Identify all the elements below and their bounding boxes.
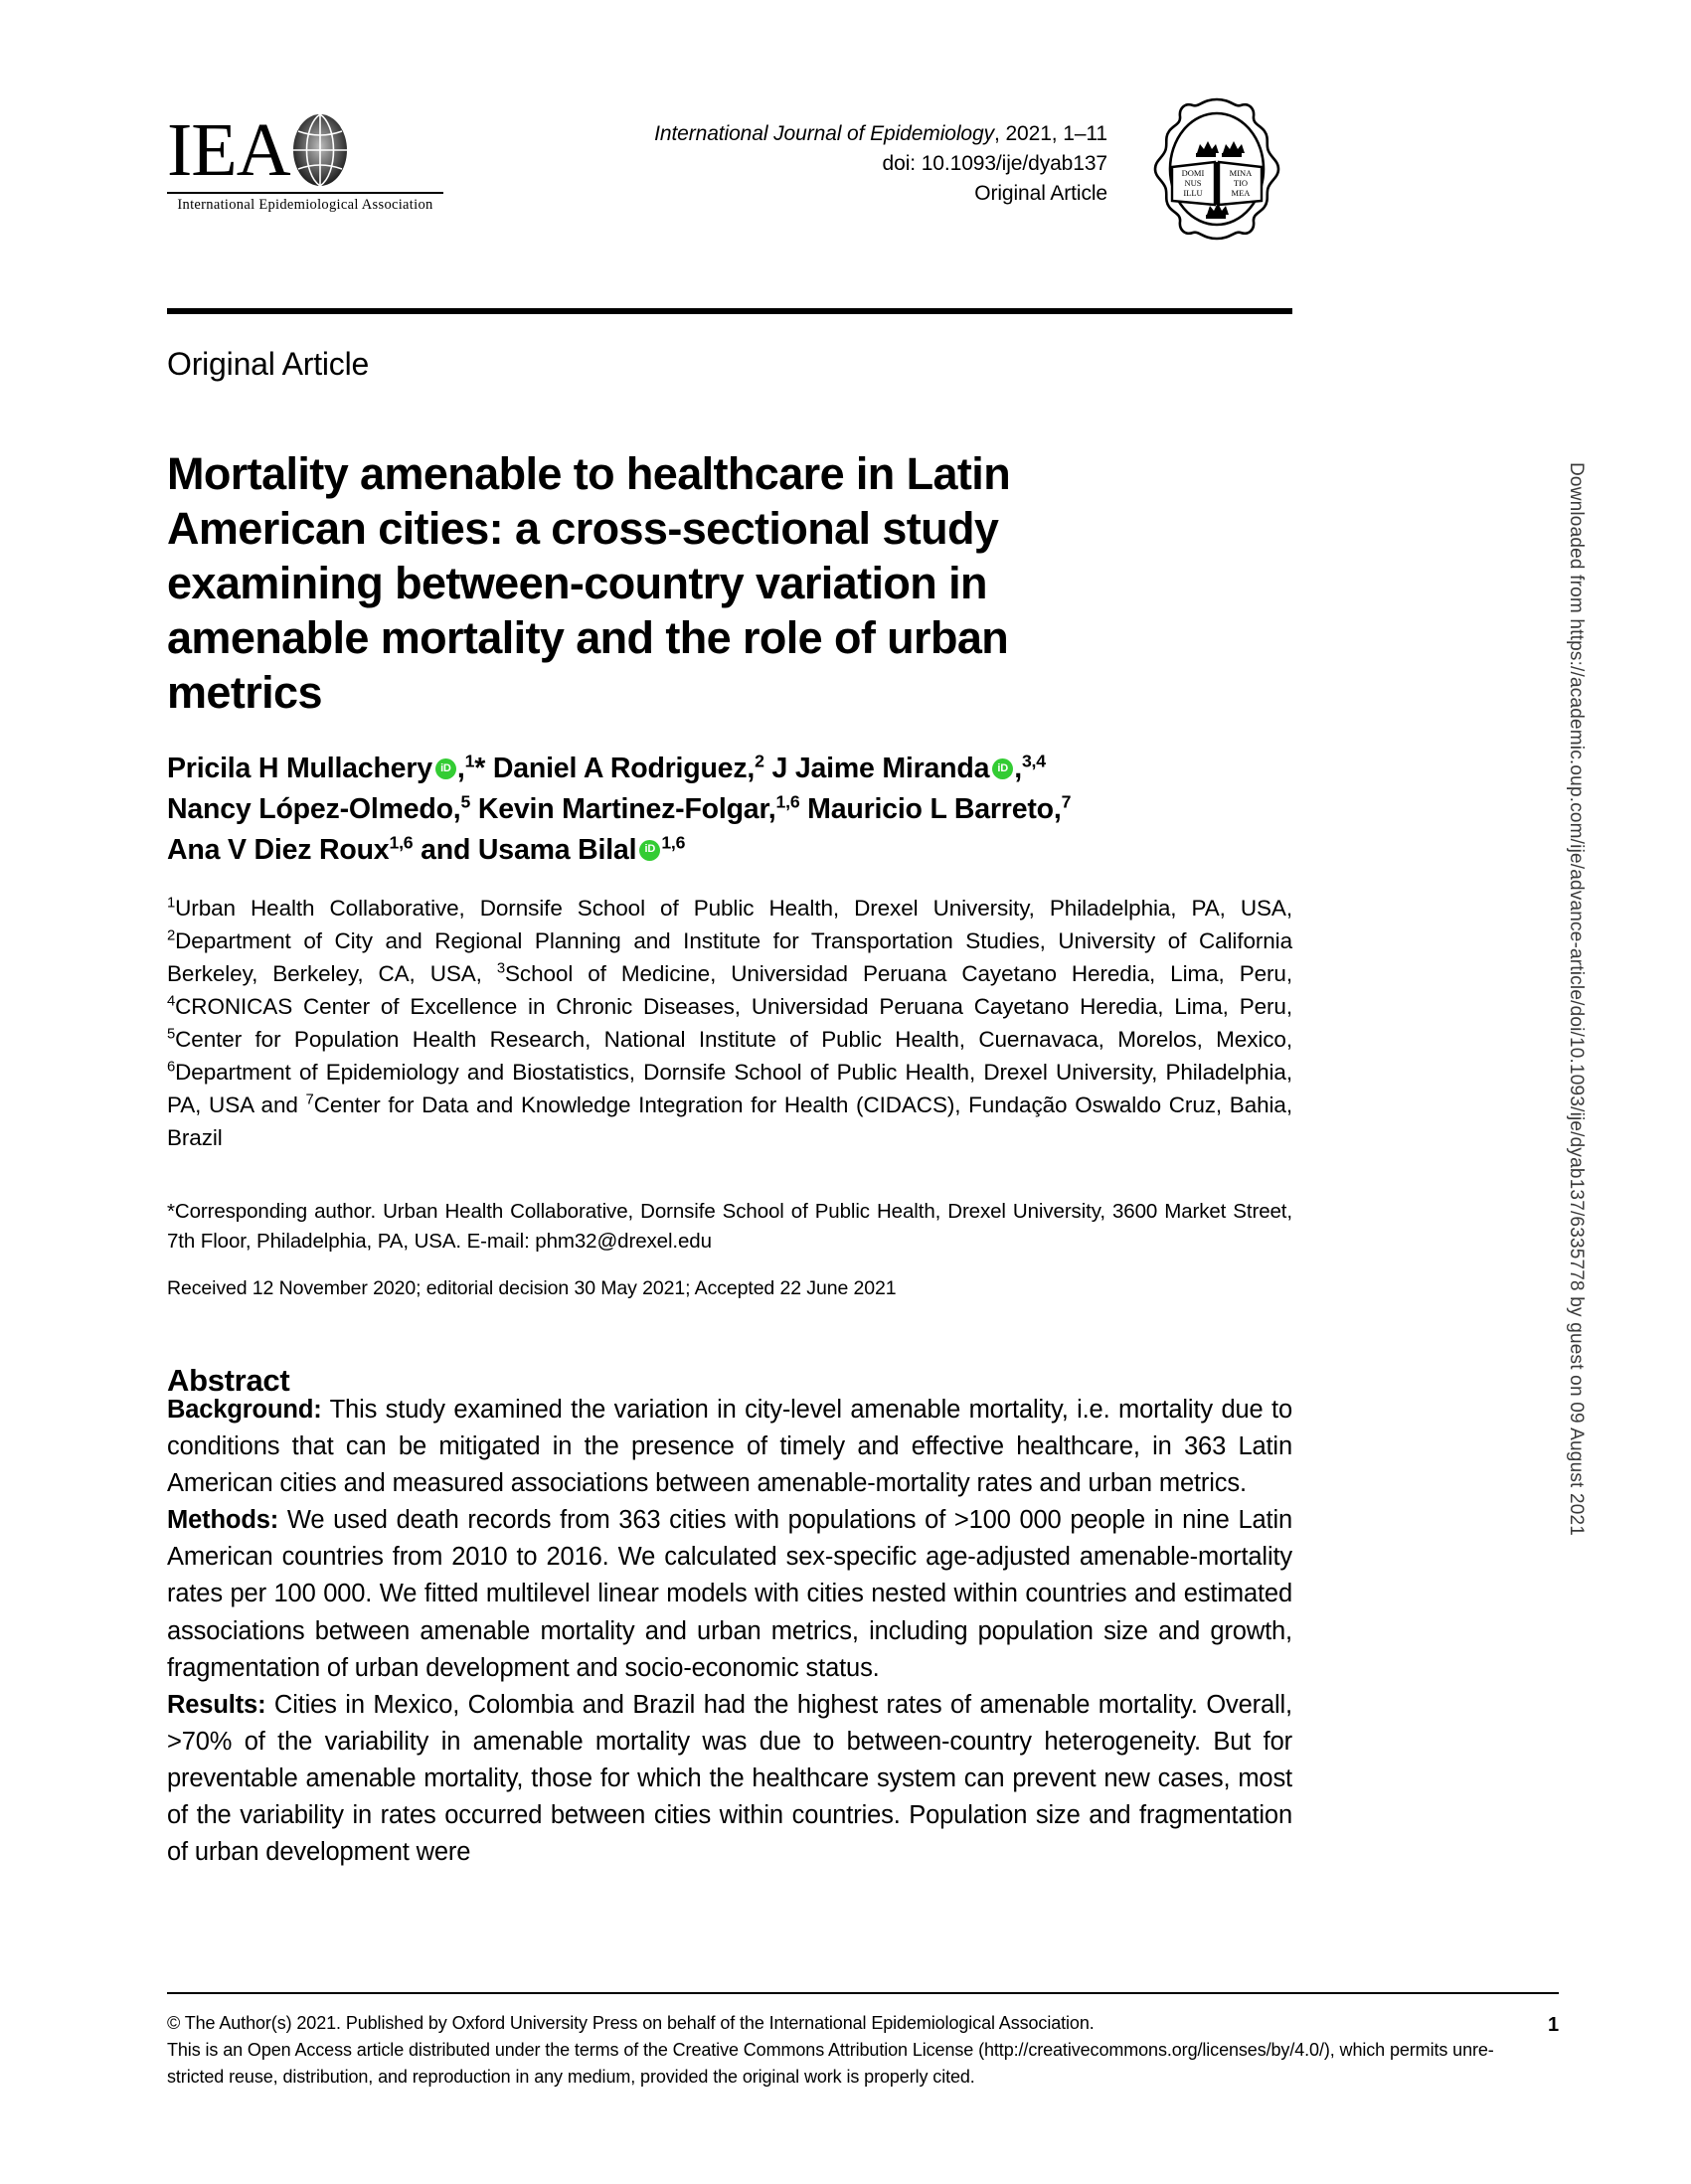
oup-crest-icon [1141,91,1292,243]
abstract-methods [167,1502,1292,1686]
abstract-background-text: This study examined the variation in city-level amenable mortality, i.e. mortality due to conditions that can be mitigated in the presence of timely and effective healthcare, in 363 Latin American cities and measured associations between amenable-mortality rates and urban metrics. [167,1396,1292,1498]
author-affiliation-marker: 2 [755,751,764,771]
affiliation-text: Center for Data and Knowledge Integration for Health (CIDACS), Fundação Oswaldo Cruz, Bahia, Brazil [167,1092,1292,1150]
journal-citation-line [654,119,1107,149]
abstract-background-label: Background: [167,1396,322,1424]
corresponding-text: Corresponding author. Urban Health Collaborative, Dornsife School of Public Health, Drexel University, 3600 Market Street, 7th Floor, Philadelphia, PA, USA. E-mail: phm32@drexel.edu [167,1200,1292,1254]
abstract-body [167,1392,1292,1871]
author-name: Kevin Martinez-Folgar, [470,792,776,825]
affiliation-number: 3 [496,960,506,977]
author-affiliation-marker: 3,4 [1021,751,1046,771]
footer-copyright-row [167,2010,1559,2037]
abstract-methods-label: Methods: [167,1506,279,1535]
abstract-results [167,1687,1292,1871]
article-kicker: Original Article [167,346,370,382]
affiliation-text: Urban Health Collaborative, Dornsife School of Public Health, Drexel University, Philadelphia, PA, USA, [175,896,1292,921]
corresponding-marker: * [167,1200,175,1223]
footer-license-line-2: stricted reuse, distribution, and reproduction in any medium, provided the original work is properly cited. [167,2067,975,2087]
corresponding-author-note [167,1197,1292,1257]
abstract-heading: Abstract [167,1362,290,1398]
journal-article-type: Original Article [974,181,1107,205]
author-name: J Jaime Miranda [763,753,990,784]
header-divider [167,308,1292,314]
affiliation-text: Department of City and Regional Planning and Institute for Transportation Studies, University of California Berkeley, Berkeley, CA, USA, [167,927,1292,986]
orcid-icon[interactable] [992,758,1013,779]
svg-text:ILLU: ILLU [1183,188,1203,198]
abstract-results-text: Cities in Mexico, Colombia and Brazil had the highest rates of amenable mortality. Overall, >70% of the variability in amenable mortality was due to between-country heterogeneity. But for preventable amenable mortality, those for which the healthcare system can prevent new cases, most of the variability in rates occurred between cities within countries. Population size and fragmentation of urban development were [167,1690,1292,1867]
footer-block [167,2010,1559,2091]
iea-logo-caption: International Epidemiological Association [177,197,433,213]
masthead [167,91,1292,241]
author-name: * Daniel A Rodriguez, [474,753,756,784]
svg-text:MEA: MEA [1231,188,1251,198]
iea-logo-letters: IEA [167,108,290,192]
author-name: Nancy López-Olmedo, [167,792,461,825]
journal-title: International Journal of Epidemiology [654,122,994,145]
author-name: Pricila H Mullachery [167,753,432,784]
iea-logo [167,108,455,214]
journal-info [654,119,1107,208]
footer-copyright: © The Author(s) 2021. Published by Oxford University Press on behalf of the International Epidemiological Association. [167,2013,1095,2033]
affiliation-text: CRONICAS Center of Excellence in Chronic Diseases, Universidad Peruana Cayetano Heredia, Lima, Peru, [175,993,1292,1019]
journal-volume-pages: , 2021, 1–11 [993,122,1107,145]
footer-divider [167,1992,1559,1994]
abstract-methods-text: We used death records from 363 cities with populations of >100 000 people in nine Latin American countries from 2010 to 2016. We calculated sex-specific age-adjusted amenable-mortality rates per 100 000. We fitted multilevel linear models with cities nested within countries and estimated associations between amenable mortality and urban metrics, including population size and growth, fragmentation of urban development and socio-economic status. [167,1506,1292,1682]
abstract-results-label: Results: [167,1690,266,1719]
affiliation-number: 7 [305,1092,314,1108]
affiliation-number: 5 [167,1026,176,1043]
svg-text:MINA: MINA [1229,168,1253,178]
abstract-background [167,1392,1292,1502]
logo-divider [167,192,443,194]
author-affiliation-marker: 1,6 [775,791,800,812]
affiliation-number: 2 [167,927,176,944]
download-stamp: Downloaded from https://academic.oup.com/ije/advance-article/doi/10.1093/ije/dyab137/6335778 by guest on 09 August 2021 [1566,462,1587,1537]
orcid-icon[interactable] [639,840,660,861]
affiliation-text: School of Medicine, Universidad Peruana Cayetano Heredia, Lima, Peru, [505,960,1292,986]
svg-text:TIO: TIO [1233,178,1249,188]
iea-logo-row [167,108,455,192]
author-affiliation-marker: 5 [460,791,471,812]
page-number: 1 [1547,2014,1559,2036]
journal-doi: doi: 10.1093/ije/dyab137 [882,151,1107,175]
footer-license-line-1: This is an Open Access article distributed under the terms of the Creative Commons Attribution License (http://creativecommons.org/licenses/by/4.0/), which permits unre- [167,2040,1494,2060]
author-affiliation-marker: 1,6 [661,832,686,852]
affiliation-number: 6 [167,1059,176,1076]
author-name: and Usama Bilal [413,833,637,866]
author-affiliation-marker: 1 [464,751,475,771]
affiliation-text: Department of Epidemiology and Biostatistics, Dornsife School of Public Health, Drexel University, Philadelphia, PA, USA and [167,1059,1292,1117]
globe-icon [286,111,354,189]
author-affiliation-marker: 1,6 [389,832,414,852]
author-list: Pricila H Mullachery iD ,$^1$* Daniel A Rodriguez,$^2$ J Jaime Miranda iD ,$^{3,4}$ Nancy López-Olmedo,$^5$ Kevin Martinez-Folgar,$^{1,6}$ Mauricio L Barreto,$^7$ Ana V Diez Roux$^{1,6}$ and Usama Bilal iD $^{1,6}$ [167,749,1300,870]
affiliations-block [167,893,1292,1155]
affiliation-number: 1 [167,895,176,912]
svg-text:DOMI: DOMI [1181,168,1205,178]
author-name: Mauricio L Barreto, [799,792,1062,825]
author-affiliation-marker: 7 [1061,791,1072,812]
received-dates: Received 12 November 2020; editorial decision 30 May 2021; Accepted 22 June 2021 [167,1277,897,1299]
author-name: Ana V Diez Roux [167,833,390,866]
svg-text:NUS: NUS [1184,178,1202,188]
page-title: Mortality amenable to healthcare in Latin American cities: a cross-sectional study examining between-country variation in amenable mortality and the role of urban metrics [167,448,1011,718]
orcid-icon[interactable] [435,758,456,779]
affiliation-number: 4 [167,993,176,1010]
affiliation-text: Center for Population Health Research, National Institute of Public Health, Cuernavaca, Morelos, Mexico, [175,1026,1292,1052]
